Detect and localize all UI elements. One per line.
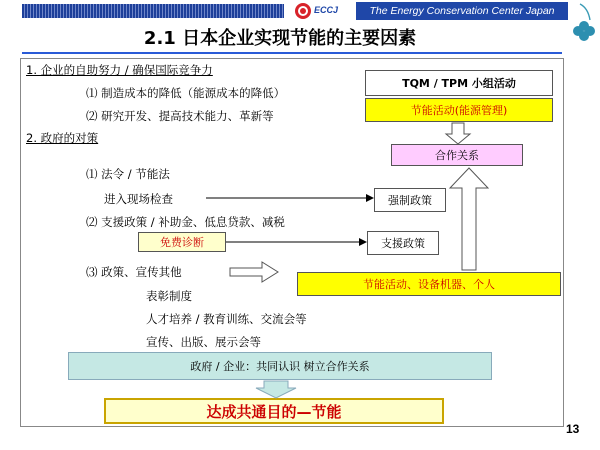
org-name: The Energy Conservation Center Japan <box>356 2 568 20</box>
s2-item-1-sub: 进入现场检查 <box>104 192 173 206</box>
page-title: 2.1 日本企业实现节能的主要因素 <box>143 28 417 49</box>
org-short: ECCJ <box>314 5 339 15</box>
section-2-heading: 2. 政府的对策 <box>26 131 99 145</box>
cooperation-box: 合作关系 <box>391 144 523 166</box>
s1-item-1: ⑴ 制造成本的降低（能源成本的降低） <box>86 86 286 100</box>
arrow-down-goal <box>256 381 296 398</box>
arrow-up-big <box>450 168 488 270</box>
section-1-heading: 1. 企业的自助努力 / 确保国际竞争力 <box>26 63 213 77</box>
consensus-box: 政府 / 企业：共同认识 树立合作关系 <box>68 352 492 380</box>
activities-box: 节能活动、设备机器、个人 <box>297 272 561 296</box>
mandatory-policy-box: 强制政策 <box>374 188 446 212</box>
tqm-box: TQM / TPM 小组活动 <box>365 70 553 96</box>
s2-item-1: ⑴ 法令 / 节能法 <box>86 167 170 181</box>
arrow-down-cooperation <box>446 123 470 144</box>
energy-mgmt-box: 节能活动(能源管理) <box>365 98 553 122</box>
free-diagnosis-box: 免费诊断 <box>138 232 226 252</box>
s2-item-3-sub-2: 人才培养 / 教育训练、交流会等 <box>146 312 307 326</box>
s2-item-3-sub-1: 表彰制度 <box>146 289 192 303</box>
support-policy-box: 支援政策 <box>367 231 439 255</box>
s2-item-2: ⑵ 支援政策 / 补助金、低息贷款、减税 <box>86 215 285 229</box>
s2-item-3: ⑶ 政策、宣传其他 <box>86 265 182 279</box>
s2-item-3-sub-3: 宣传、出版、展示会等 <box>146 335 261 349</box>
arrow-activities <box>230 262 278 282</box>
goal-box: 达成共通目的—节能 <box>104 398 444 424</box>
page-number: 13 <box>566 422 580 436</box>
s1-item-2: ⑵ 研究开发、提高技术能力、革新等 <box>86 109 274 123</box>
